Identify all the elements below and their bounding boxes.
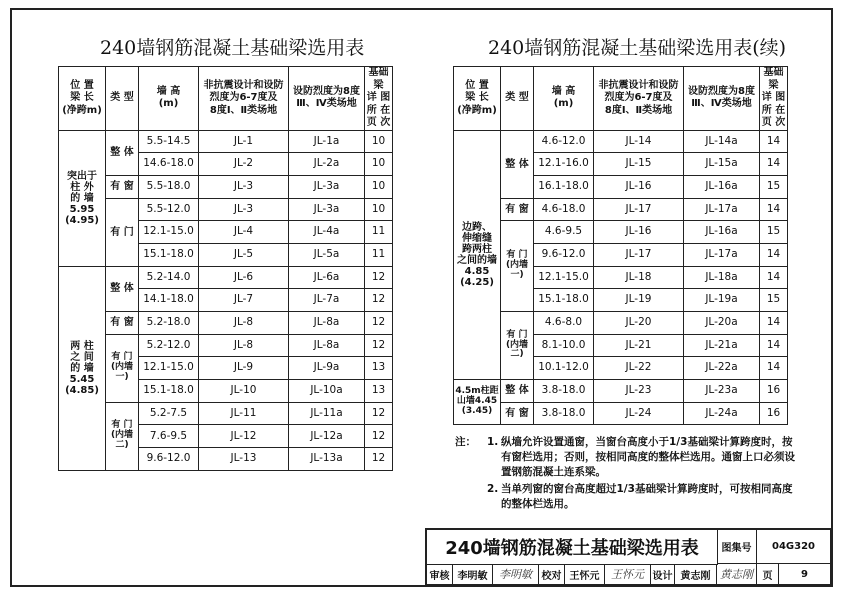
beam-code-cell: JL-22: [594, 357, 684, 380]
beam-code-cell: JL-1: [199, 130, 289, 153]
detail-page-cell: 13: [365, 357, 393, 380]
beam-code-cell: JL-3: [199, 198, 289, 221]
detail-page-cell: 15: [760, 175, 788, 198]
beam-code-cell: JL-18: [594, 266, 684, 289]
table-header-row: [59, 67, 393, 131]
type-cell: 整 体: [106, 130, 139, 175]
wall-height-cell: 5.5-18.0: [139, 175, 199, 198]
detail-page-cell: 10: [365, 130, 393, 153]
wall-height-cell: 4.6-8.0: [534, 312, 594, 335]
detail-page-cell: 12: [365, 402, 393, 425]
table-row: [59, 130, 393, 153]
note-number: 1.: [487, 436, 499, 448]
header-type: 类 型: [501, 67, 534, 131]
wall-height-cell: 9.6-12.0: [534, 243, 594, 266]
beam-code-cell: JL-2: [199, 153, 289, 176]
right-table-title: 240墙钢筋混凝土基础梁选用表(续): [488, 37, 787, 59]
detail-page-cell: 14: [760, 153, 788, 176]
beam-code-cell: JL-11: [199, 402, 289, 425]
review-label: 审核: [427, 564, 453, 585]
type-cell: 有 门 (内墙一): [106, 334, 139, 402]
beam-code-cell: JL-20: [594, 312, 684, 335]
left-beam-table: [58, 66, 393, 471]
type-cell: 有 门 (内墙二): [106, 402, 139, 470]
beam-code-8-cell: JL-16a: [684, 175, 760, 198]
wall-height-cell: 14.1-18.0: [139, 289, 199, 312]
table-row: [454, 312, 788, 335]
detail-page-cell: 12: [365, 425, 393, 448]
atlas-number: 04G320: [757, 530, 831, 564]
wall-height-cell: 12.1-16.0: [534, 153, 594, 176]
beam-code-cell: JL-14: [594, 130, 684, 153]
header-seismic-8: 设防烈度为8度 Ⅲ、Ⅳ类场地: [289, 67, 365, 131]
type-cell: 有 门 (内墙二): [501, 312, 534, 380]
table-row: [454, 380, 788, 403]
wall-height-cell: 9.6-12.0: [139, 448, 199, 471]
beam-code-8-cell: JL-14a: [684, 130, 760, 153]
table-row: [454, 402, 788, 425]
table-row: [454, 130, 788, 153]
group-position-cell: 两 柱 之 间 的 墙 5.45 (4.85): [59, 266, 106, 470]
type-cell: 有 窗: [501, 402, 534, 425]
beam-code-8-cell: JL-20a: [684, 312, 760, 335]
review-name: 李明敏: [453, 564, 493, 585]
beam-code-8-cell: JL-8a: [289, 334, 365, 357]
header-position: 位 置 梁 长 (净跨m): [59, 67, 106, 131]
left-table-title: 240墙钢筋混凝土基础梁选用表: [100, 37, 365, 59]
table-row: [59, 334, 393, 357]
beam-code-8-cell: JL-17a: [684, 243, 760, 266]
beam-code-8-cell: JL-6a: [289, 266, 365, 289]
beam-code-8-cell: JL-11a: [289, 402, 365, 425]
wall-height-cell: 3.8-18.0: [534, 402, 594, 425]
detail-page-cell: 14: [760, 334, 788, 357]
table-row: [59, 312, 393, 335]
detail-page-cell: 13: [365, 380, 393, 403]
table-row: [454, 198, 788, 221]
table-row: [59, 175, 393, 198]
beam-code-cell: JL-17: [594, 198, 684, 221]
beam-code-8-cell: JL-9a: [289, 357, 365, 380]
wall-height-cell: 5.5-14.5: [139, 130, 199, 153]
beam-code-8-cell: JL-10a: [289, 380, 365, 403]
beam-code-cell: JL-16: [594, 221, 684, 244]
beam-code-8-cell: JL-15a: [684, 153, 760, 176]
detail-page-cell: 14: [760, 312, 788, 335]
design-name: 黄志刚: [675, 564, 717, 585]
beam-code-8-cell: JL-24a: [684, 402, 760, 425]
wall-height-cell: 5.2-12.0: [139, 334, 199, 357]
wall-height-cell: 12.1-15.0: [139, 357, 199, 380]
beam-code-8-cell: JL-1a: [289, 130, 365, 153]
wall-height-cell: 8.1-10.0: [534, 334, 594, 357]
beam-code-cell: JL-17: [594, 243, 684, 266]
notes-label: 注：: [455, 436, 476, 448]
wall-height-cell: 5.2-7.5: [139, 402, 199, 425]
detail-page-cell: 14: [760, 198, 788, 221]
type-cell: 整 体: [501, 130, 534, 198]
type-cell: 有 门: [106, 198, 139, 266]
detail-page-cell: 11: [365, 243, 393, 266]
type-cell: 有 窗: [106, 175, 139, 198]
table-row: [454, 221, 788, 244]
detail-page-cell: 10: [365, 198, 393, 221]
detail-page-cell: 12: [365, 312, 393, 335]
type-cell: 有 门 (内墙一): [501, 221, 534, 312]
beam-code-cell: JL-9: [199, 357, 289, 380]
wall-height-cell: 5.2-14.0: [139, 266, 199, 289]
beam-code-cell: JL-10: [199, 380, 289, 403]
wall-height-cell: 16.1-18.0: [534, 175, 594, 198]
wall-height-cell: 4.6-12.0: [534, 130, 594, 153]
wall-height-cell: 10.1-12.0: [534, 357, 594, 380]
header-wall-height: 墙 高 (m): [139, 67, 199, 131]
beam-code-8-cell: JL-2a: [289, 153, 365, 176]
header-position: 位 置 梁 长 (净跨m): [454, 67, 501, 131]
detail-page-cell: 12: [365, 266, 393, 289]
wall-height-cell: 7.6-9.5: [139, 425, 199, 448]
beam-code-8-cell: JL-13a: [289, 448, 365, 471]
note-item: [487, 435, 801, 480]
detail-page-cell: 14: [760, 130, 788, 153]
detail-page-cell: 15: [760, 289, 788, 312]
header-non-seismic: 非抗震设计和设防 烈度为6-7度及 8度Ⅰ、Ⅱ类场地: [199, 67, 289, 131]
detail-page-cell: 14: [760, 357, 788, 380]
detail-page-cell: 11: [365, 221, 393, 244]
beam-code-8-cell: JL-21a: [684, 334, 760, 357]
beam-code-cell: JL-5: [199, 243, 289, 266]
beam-code-cell: JL-19: [594, 289, 684, 312]
type-cell: 有 窗: [106, 312, 139, 335]
header-detail-page: 基础梁 详 图 所 在 页 次: [365, 67, 393, 131]
beam-code-8-cell: JL-8a: [289, 312, 365, 335]
wall-height-cell: 15.1-18.0: [139, 380, 199, 403]
title-block: [425, 528, 831, 585]
beam-code-cell: JL-15: [594, 153, 684, 176]
beam-code-cell: JL-7: [199, 289, 289, 312]
design-signature: 黄志刚: [717, 564, 757, 585]
beam-code-8-cell: JL-22a: [684, 357, 760, 380]
beam-code-cell: JL-16: [594, 175, 684, 198]
review-signature: 李明敏: [493, 564, 539, 585]
beam-code-cell: JL-6: [199, 266, 289, 289]
detail-page-cell: 14: [760, 243, 788, 266]
wall-height-cell: 12.1-15.0: [139, 221, 199, 244]
beam-code-cell: JL-13: [199, 448, 289, 471]
beam-code-8-cell: JL-19a: [684, 289, 760, 312]
beam-code-cell: JL-24: [594, 402, 684, 425]
beam-code-8-cell: JL-3a: [289, 175, 365, 198]
beam-code-8-cell: JL-18a: [684, 266, 760, 289]
beam-code-cell: JL-23: [594, 380, 684, 403]
group-position-cell: 边跨、 伸缩缝 跨两柱 之间的墙 4.85 (4.25): [454, 130, 501, 380]
beam-code-cell: JL-12: [199, 425, 289, 448]
proof-label: 校对: [539, 564, 565, 585]
wall-height-cell: 4.6-9.5: [534, 221, 594, 244]
page-label: 页: [757, 564, 779, 585]
beam-code-cell: JL-8: [199, 312, 289, 335]
beam-code-8-cell: JL-4a: [289, 221, 365, 244]
beam-code-8-cell: JL-5a: [289, 243, 365, 266]
type-cell: 有 窗: [501, 198, 534, 221]
type-cell: 整 体: [106, 266, 139, 311]
table-row: [59, 198, 393, 221]
wall-height-cell: 5.5-12.0: [139, 198, 199, 221]
table-row: [59, 266, 393, 289]
beam-code-8-cell: JL-12a: [289, 425, 365, 448]
proof-name: 王怀元: [565, 564, 605, 585]
beam-code-8-cell: JL-3a: [289, 198, 365, 221]
header-wall-height: 墙 高 (m): [534, 67, 594, 131]
note-text: 当单列窗的窗台高度超过1/3基础梁计算跨度时，可按相同高度的整体栏选用。: [501, 483, 793, 510]
wall-height-cell: 15.1-18.0: [139, 243, 199, 266]
header-seismic-8: 设防烈度为8度 Ⅲ、Ⅳ类场地: [684, 67, 760, 131]
note-text: 纵墙允许设置通窗，当窗台高度小于1/3基础梁计算跨度时，按有窗栏选用；否则，按相同高度的整体栏选用。通窗上口必须设置钢筋混凝土连系梁。: [501, 436, 795, 478]
detail-page-cell: 12: [365, 334, 393, 357]
wall-height-cell: 12.1-15.0: [534, 266, 594, 289]
beam-code-cell: JL-21: [594, 334, 684, 357]
beam-code-8-cell: JL-17a: [684, 198, 760, 221]
note-number: 2.: [487, 483, 499, 495]
header-detail-page: 基础梁 详 图 所 在 页 次: [760, 67, 788, 131]
detail-page-cell: 14: [760, 266, 788, 289]
type-cell: 整 体: [501, 380, 534, 403]
page-number: 9: [779, 564, 831, 585]
detail-page-cell: 10: [365, 175, 393, 198]
design-label: 设计: [651, 564, 675, 585]
beam-code-8-cell: JL-16a: [684, 221, 760, 244]
group-position-cell: 突出于 柱 外 的 墙 5.95 (4.95): [59, 130, 106, 266]
beam-code-cell: JL-8: [199, 334, 289, 357]
beam-code-8-cell: JL-23a: [684, 380, 760, 403]
detail-page-cell: 15: [760, 221, 788, 244]
table-row: [59, 402, 393, 425]
beam-code-cell: JL-3: [199, 175, 289, 198]
wall-height-cell: 4.6-18.0: [534, 198, 594, 221]
wall-height-cell: 14.6-18.0: [139, 153, 199, 176]
header-type: 类 型: [106, 67, 139, 131]
note-item: [487, 482, 801, 512]
wall-height-cell: 15.1-18.0: [534, 289, 594, 312]
title-block-title: 240墙钢筋混凝土基础梁选用表: [427, 530, 718, 565]
proof-signature: 王怀元: [605, 564, 651, 585]
atlas-label: 图集号: [717, 530, 757, 564]
wall-height-cell: 3.8-18.0: [534, 380, 594, 403]
detail-page-cell: 10: [365, 153, 393, 176]
table-header-row: [454, 67, 788, 131]
detail-page-cell: 16: [760, 380, 788, 403]
beam-code-cell: JL-4: [199, 221, 289, 244]
header-non-seismic: 非抗震设计和设防 烈度为6-7度及 8度Ⅰ、Ⅱ类场地: [594, 67, 684, 131]
detail-page-cell: 16: [760, 402, 788, 425]
detail-page-cell: 12: [365, 448, 393, 471]
wall-height-cell: 5.2-18.0: [139, 312, 199, 335]
beam-code-8-cell: JL-7a: [289, 289, 365, 312]
group-position-cell: 4.5m柱距 山墙4.45 (3.45): [454, 380, 501, 425]
right-beam-table: [453, 66, 788, 425]
detail-page-cell: 12: [365, 289, 393, 312]
